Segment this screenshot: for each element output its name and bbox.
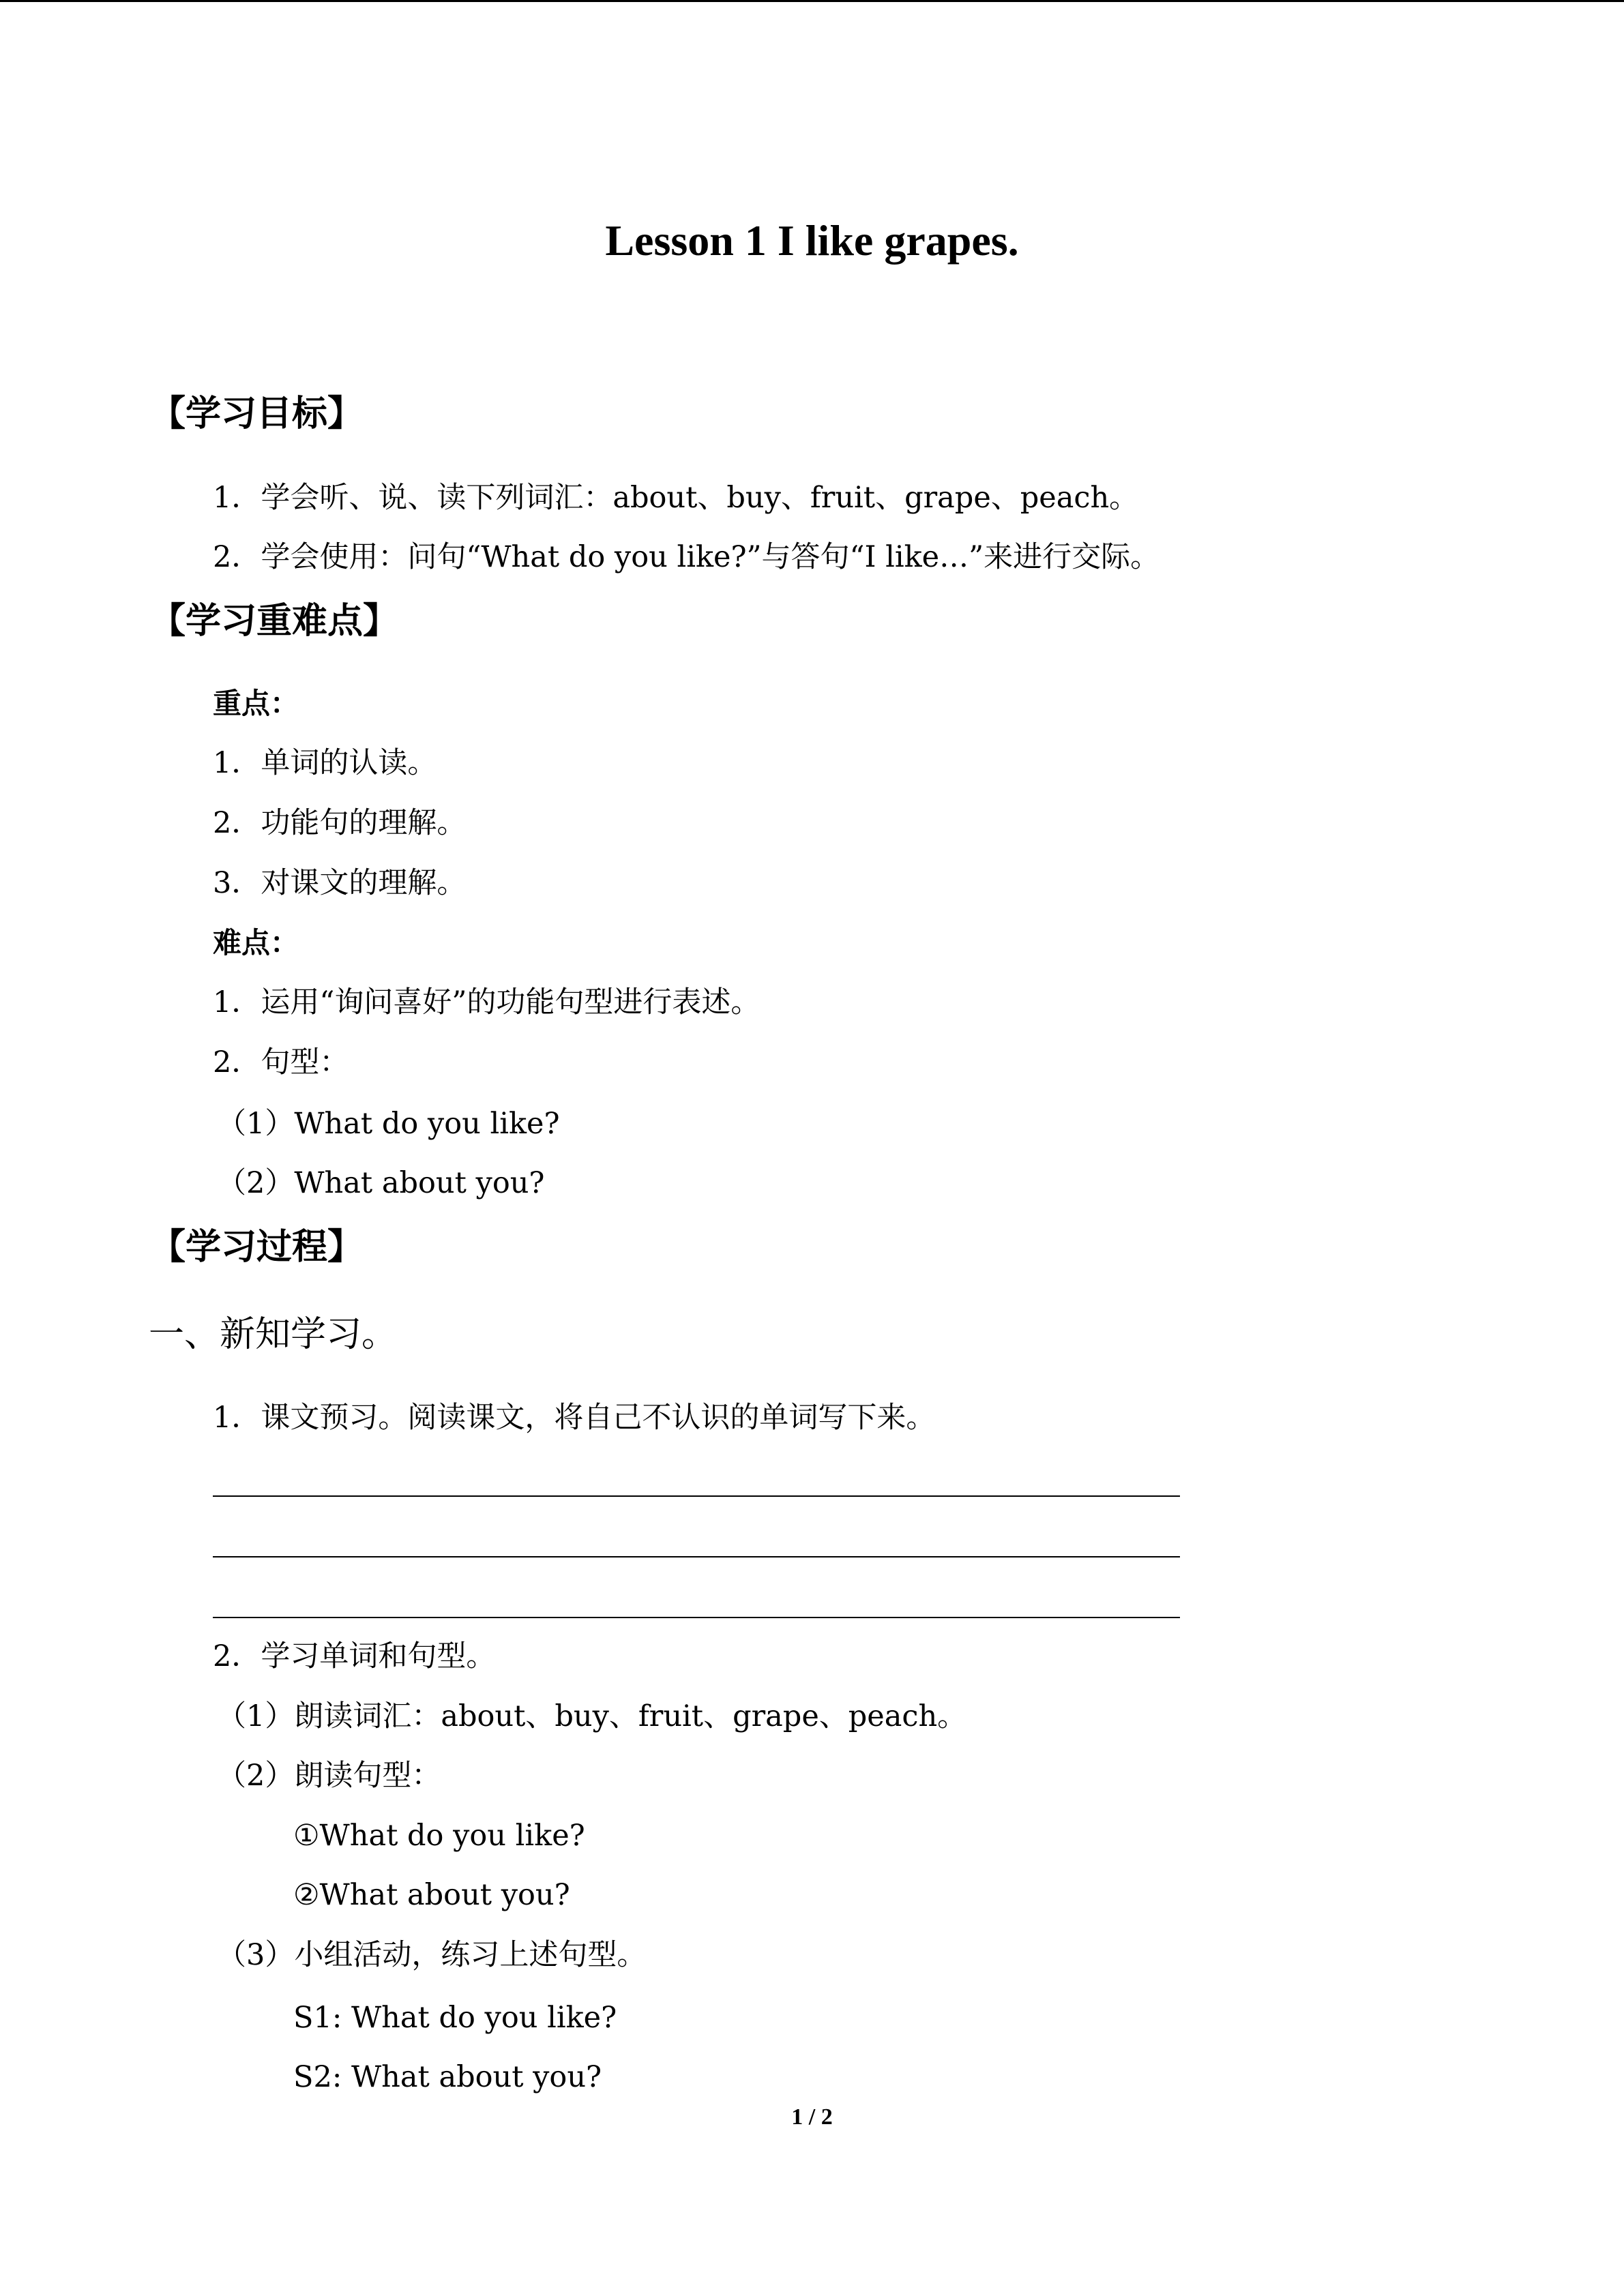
focus-item-1: 1．单词的认读。 (213, 746, 437, 780)
difficulty-item-2: 2．句型： (213, 1045, 349, 1079)
section-heading-objectives: 【学习目标】 (150, 393, 364, 434)
focus-item-2: 2．功能句的理解。 (213, 806, 467, 840)
sub-step-3-group-activity: （3）小组活动，练习上述句型。 (217, 1938, 647, 1972)
dialogue-line-2: S2: What about you? (293, 2060, 602, 2094)
difficulty-item-1: 1．运用“询问喜好”的功能句型进行表述。 (213, 985, 761, 1019)
answer-blank-line-2[interactable] (213, 1556, 1180, 1557)
objective-item-2: 2．学会使用：问句“What do you like?”与答句“I like…”来进行交际。 (213, 540, 1160, 574)
section-heading-key-points: 【学习重难点】 (150, 601, 399, 642)
part-title-new-knowledge: 一、新知学习。 (149, 1314, 398, 1355)
pattern-item-2: （2）What about you? (217, 1166, 545, 1200)
answer-blank-line-3[interactable] (213, 1617, 1180, 1618)
focus-label: 重点： (213, 687, 299, 720)
answer-blank-line-1[interactable] (213, 1495, 1180, 1497)
sub-step-2-patterns: （2）朗读句型： (217, 1759, 441, 1793)
difficulty-label: 难点： (213, 926, 299, 959)
pattern-item-1: （1）What do you like? (217, 1107, 560, 1141)
sub-step-2-item-2: ②What about you? (293, 1878, 570, 1912)
objective-item-1: 1．学会听、说、读下列词汇：about、buy、fruit、grape、peach。 (213, 481, 1139, 515)
section-heading-process: 【学习过程】 (150, 1227, 364, 1268)
step-1-preview: 1．课文预习。阅读课文，将自己不认识的单词写下来。 (213, 1401, 936, 1435)
step-2-study: 2．学习单词和句型。 (213, 1639, 496, 1673)
dialogue-line-1: S1: What do you like? (293, 2001, 617, 2035)
focus-item-3: 3．对课文的理解。 (213, 866, 467, 900)
page-number: 1 / 2 (791, 2104, 833, 2130)
sub-step-2-item-1: ①What do you like? (293, 1819, 585, 1853)
lesson-title: Lesson 1 I like grapes. (605, 216, 1019, 265)
sub-step-1-vocab: （1）朗读词汇：about、buy、fruit、grape、peach。 (217, 1699, 967, 1733)
